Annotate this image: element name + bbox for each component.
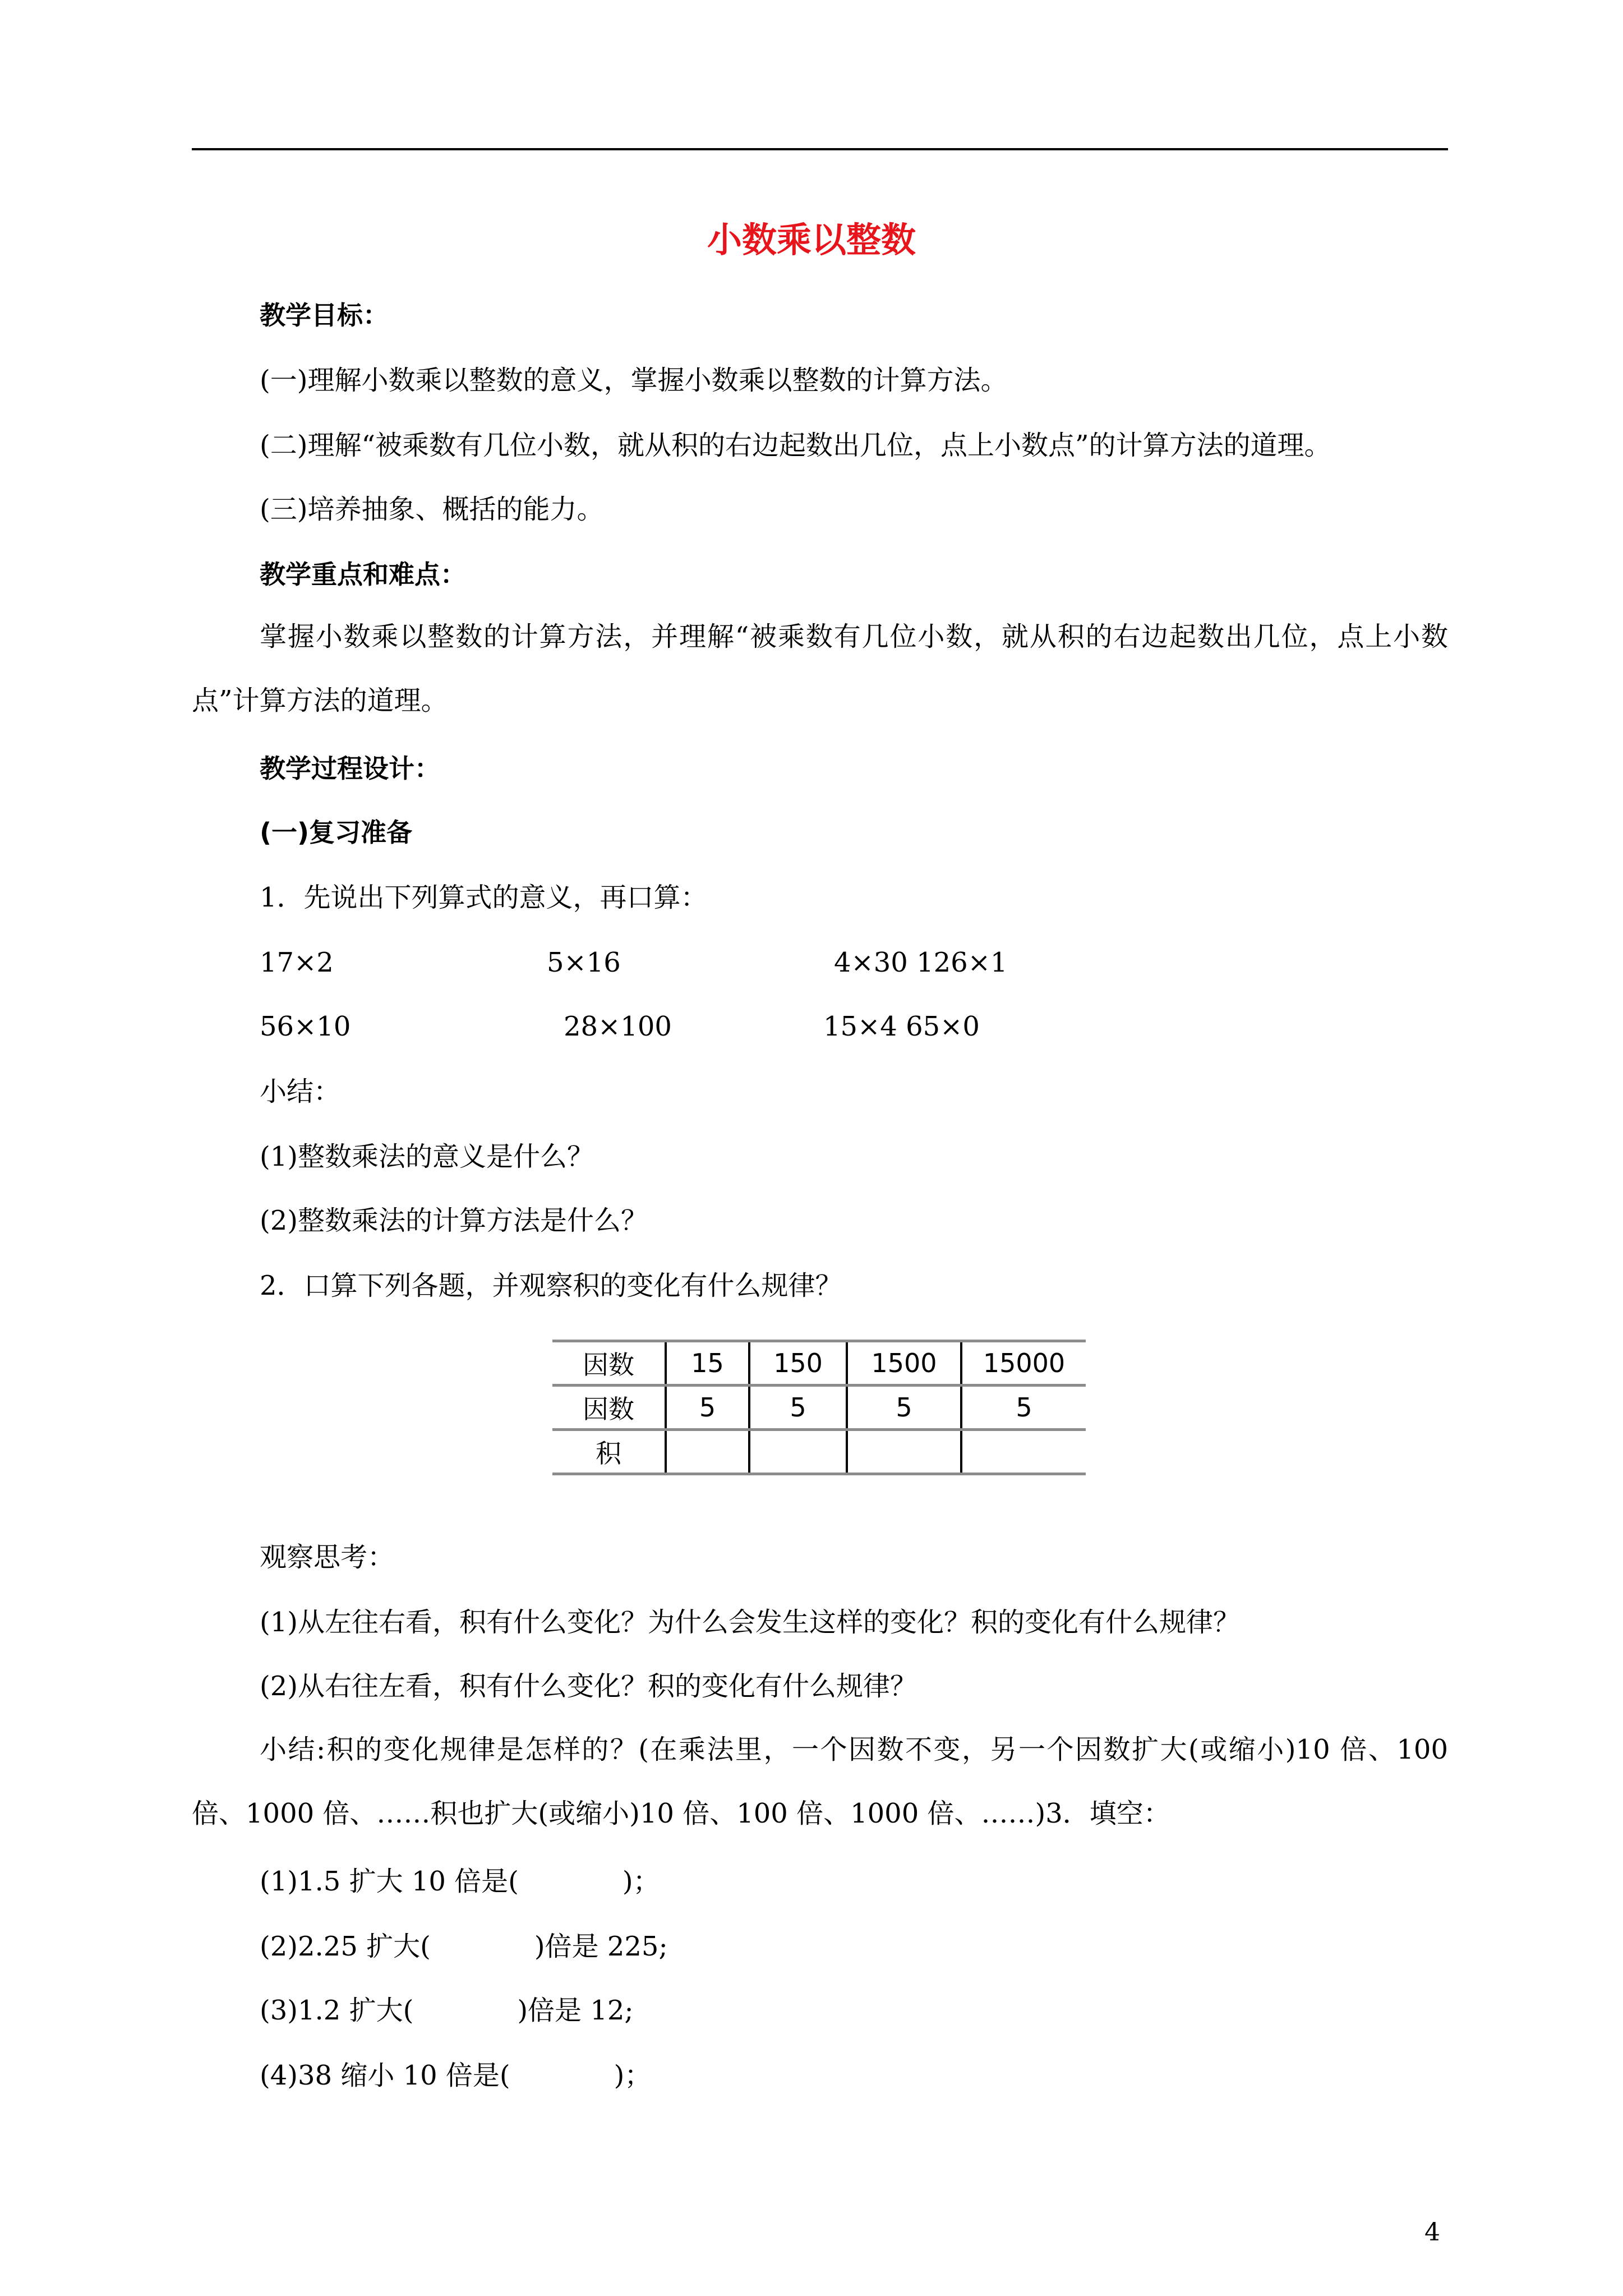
table-cell: 1500 — [847, 1341, 961, 1386]
fill-text: (3)1.2 扩大( — [260, 1995, 414, 2026]
process-heading: 教学过程设计： — [260, 753, 440, 784]
summary-label: 小结： — [260, 1076, 341, 1107]
fill-blank-4 — [260, 2058, 651, 2093]
question-1: 1．先说出下列算式的意义，再口算： — [260, 882, 708, 913]
question-2: 2．口算下列各题，并观察积的变化有什么规律？ — [260, 1270, 842, 1301]
review-heading: (一)复习准备 — [260, 817, 413, 848]
table-cell: 15000 — [961, 1341, 1086, 1386]
fill-text: (1)1.5 扩大 10 倍是( — [260, 1866, 519, 1897]
fill-blank-1 — [260, 1864, 660, 1899]
key-text: 掌握小数乘以整数的计算方法，并理解“被乘数有几位小数，就从积的右边起数出几位，点上小数点”计算方法的道理。 — [192, 621, 1448, 716]
fill-text: (4)38 缩小 10 倍是( — [260, 2060, 510, 2091]
table-cell: 5 — [961, 1386, 1086, 1430]
row-label: 积 — [552, 1430, 666, 1474]
page-number: 4 — [1424, 2218, 1440, 2247]
expr-15x4-65x0: 15×4 65×0 — [823, 1011, 980, 1042]
table-cell: 150 — [749, 1341, 847, 1386]
expr-17x2: 17×2 — [260, 947, 334, 978]
page-title: 小数乘以整数 — [707, 219, 916, 260]
row-label: 因数 — [552, 1386, 666, 1430]
goals-heading: 教学目标： — [260, 300, 389, 330]
goal-3: (三)培养抽象、概括的能力。 — [260, 494, 604, 525]
expr-4x30-126x1: 4×30 126×1 — [834, 947, 1008, 978]
fill-text: )倍是 225; — [534, 1931, 668, 1962]
key-heading: 教学重点和难点： — [260, 559, 466, 590]
table-cell: 5 — [666, 1386, 749, 1430]
summary-2: 小结:积的变化规律是怎样的？(在乘法里，一个因数不变，另一个因数扩大(或缩小)10 倍、100 倍、1000 倍、……积也扩大(或缩小)10 倍、100 倍、1000 倍、……)3．填空： — [192, 1734, 1448, 1829]
table-row — [552, 1386, 1086, 1430]
fill-blank-3 — [260, 1993, 634, 2028]
expr-56x10: 56×10 — [260, 1011, 351, 1042]
table-cell: 5 — [749, 1386, 847, 1430]
observe-q2: (2)从右往左看，积有什么变化？积的变化有什么规律？ — [260, 1671, 917, 1702]
expr-28x100: 28×100 — [564, 1011, 672, 1042]
fill-text: )； — [622, 1866, 660, 1897]
observe-label: 观察思考： — [260, 1542, 395, 1573]
fill-text: (2)2.25 扩大( — [260, 1931, 431, 1962]
summary-q1: (1)整数乘法的意义是什么？ — [260, 1141, 594, 1172]
goal-1: (一)理解小数乘以整数的意义，掌握小数乘以整数的计算方法。 — [260, 365, 1008, 396]
table-cell — [961, 1430, 1086, 1474]
fill-text: )； — [614, 2060, 652, 2091]
table-row — [552, 1341, 1086, 1386]
summary-q2: (2)整数乘法的计算方法是什么？ — [260, 1205, 648, 1236]
table-cell: 15 — [666, 1341, 749, 1386]
observe-q1: (1)从左往右看，积有什么变化？为什么会发生这样的变化？积的变化有什么规律？ — [260, 1607, 1240, 1638]
row-label: 因数 — [552, 1341, 666, 1386]
fill-text: )倍是 12; — [517, 1995, 634, 2026]
table-cell — [749, 1430, 847, 1474]
table-cell — [666, 1430, 749, 1474]
fill-blank-2 — [260, 1929, 668, 1964]
expr-5x16: 5×16 — [547, 947, 621, 978]
header-rule — [192, 148, 1448, 150]
table-row — [552, 1430, 1086, 1474]
factor-table — [552, 1340, 1086, 1475]
table-cell — [847, 1430, 961, 1474]
table-cell: 5 — [847, 1386, 961, 1430]
goal-2: (二)理解“被乘数有几位小数，就从积的右边起数出几位，点上小数点”的计算方法的道理。 — [260, 430, 1331, 461]
